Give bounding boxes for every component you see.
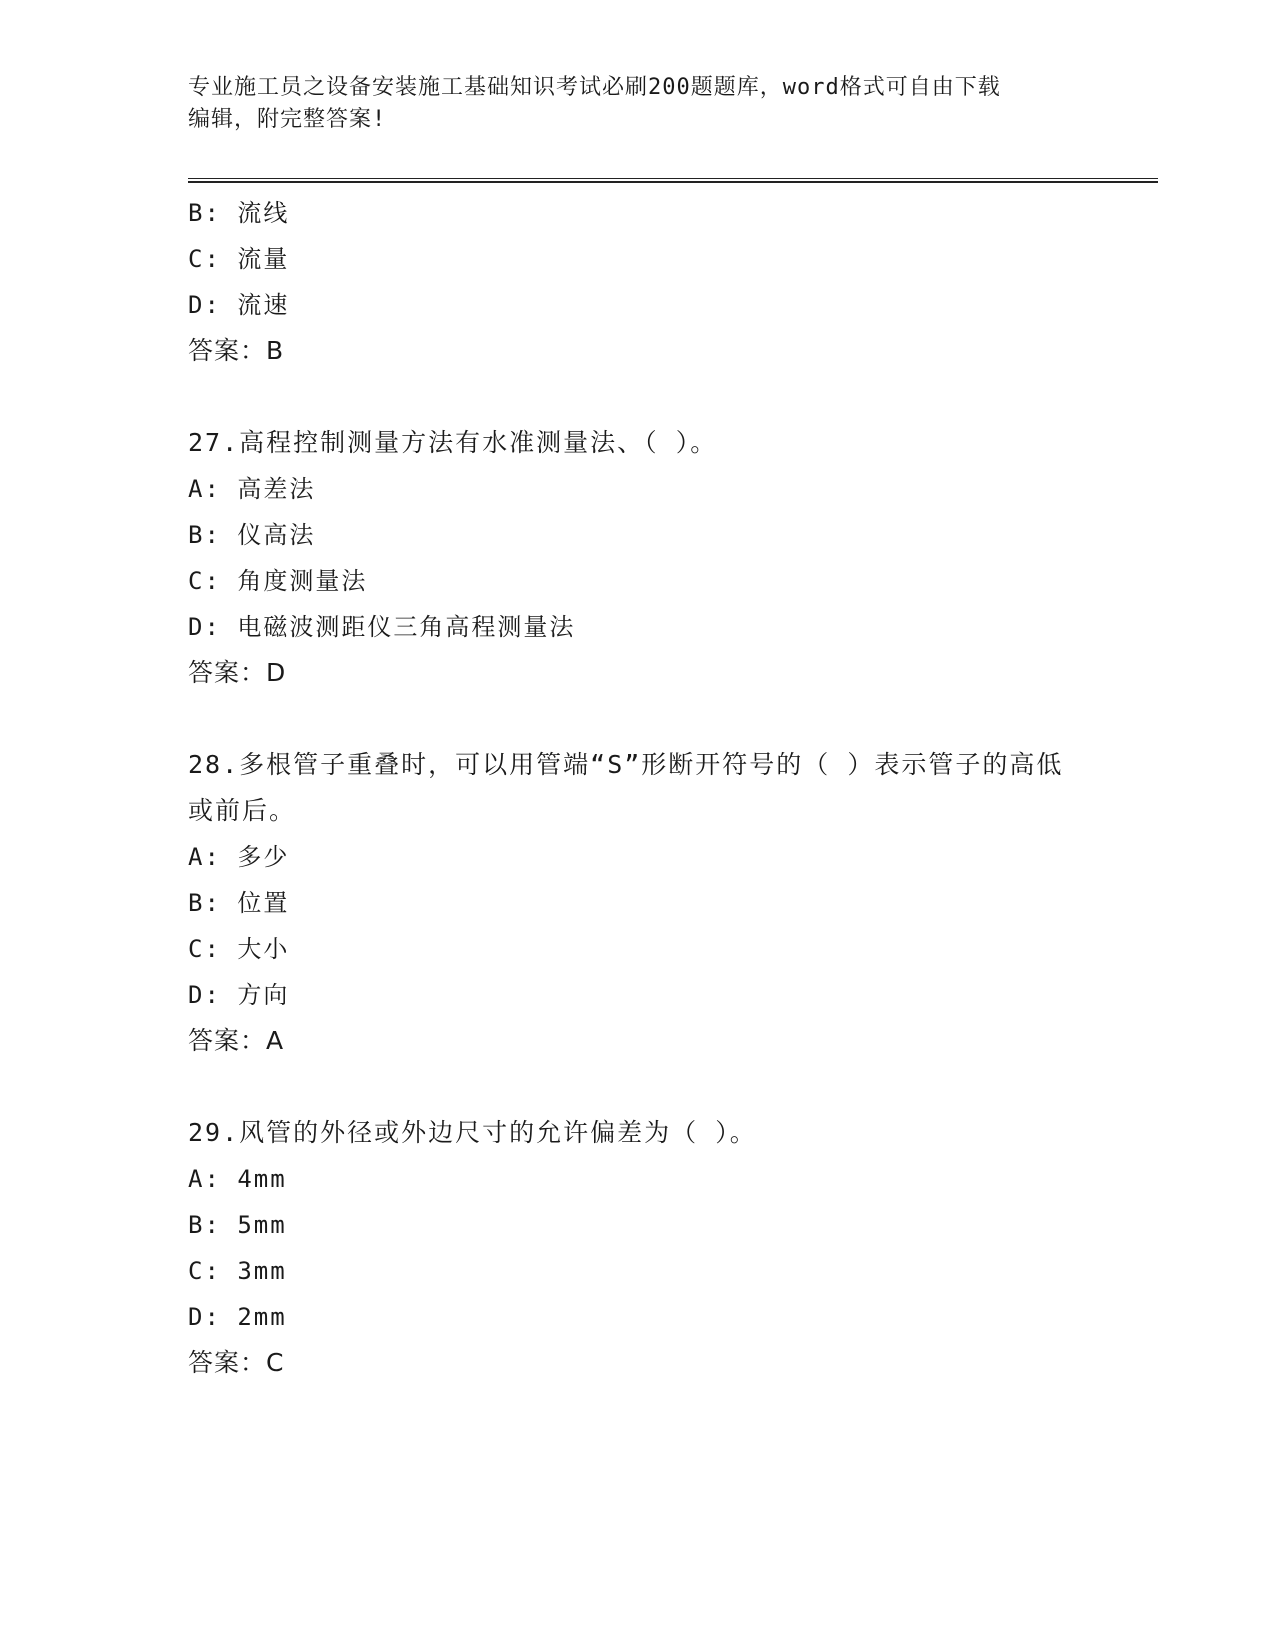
- question-block-27: [188, 420, 1088, 696]
- question-block-28: [188, 742, 1088, 1064]
- question-block-continued: [188, 190, 1088, 374]
- header-line-1: 专业施工员之设备安装施工基础知识考试必刷200题题库，word格式可自由下载: [188, 75, 1001, 100]
- document-body: [188, 190, 1088, 1386]
- answer-line: 答案：C: [188, 1348, 285, 1377]
- answer-line: 答案：D: [188, 658, 287, 687]
- option-a: A: 高差法: [188, 475, 316, 503]
- header-divider: [188, 178, 1158, 183]
- option-b: B: 5mm: [188, 1211, 287, 1239]
- document-header: [188, 72, 1068, 136]
- option-b: B: 位置: [188, 889, 290, 917]
- header-line-2: 编辑，附完整答案!: [188, 107, 387, 132]
- option-d: D: 方向: [188, 981, 290, 1009]
- question-text: 28.多根管子重叠时，可以用管端“S”形断开符号的（ ）表示管子的高低或前后。: [188, 750, 1064, 825]
- question-block-29: [188, 1110, 1088, 1386]
- question-text: 29.风管的外径或外边尺寸的允许偏差为（ ）。: [188, 1118, 757, 1147]
- option-d: D: 2mm: [188, 1303, 287, 1331]
- option-d: D: 流速: [188, 291, 290, 319]
- option-b: B: 流线: [188, 199, 290, 227]
- option-c: C: 大小: [188, 935, 290, 963]
- answer-line: 答案：B: [188, 336, 285, 365]
- option-a: A: 4mm: [188, 1165, 287, 1193]
- answer-line: 答案：A: [188, 1026, 285, 1055]
- option-c: C: 流量: [188, 245, 290, 273]
- question-text: 27.高程控制测量方法有水准测量法、（ ）。: [188, 428, 718, 457]
- option-c: C: 3mm: [188, 1257, 287, 1285]
- option-c: C: 角度测量法: [188, 567, 368, 595]
- option-a: A: 多少: [188, 843, 290, 871]
- option-d: D: 电磁波测距仪三角高程测量法: [188, 613, 576, 641]
- option-b: B: 仪高法: [188, 521, 316, 549]
